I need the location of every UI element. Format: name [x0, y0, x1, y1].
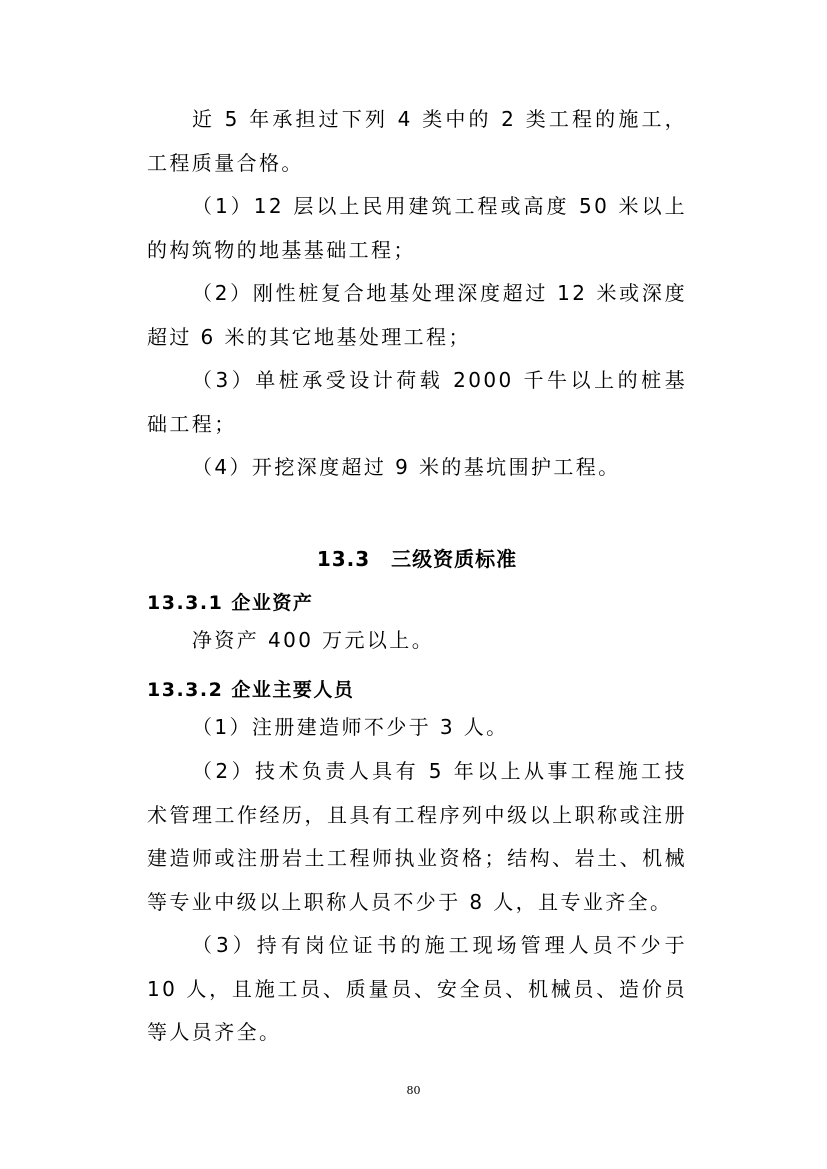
personnel-item-2: （2）技术负责人具有 5 年以上从事工程施工技术管理工作经历，且具有工程序列中级以上职称或注册建造师或注册岩土工程师执业资格；结构、岩土、机械等专业中级以上职称人员不少于 8 人，且专业齐全。	[147, 759, 687, 914]
section-title: 13.3 三级资质标准	[316, 547, 518, 571]
subsection-heading-assets: 13.3.1 企业资产	[147, 592, 314, 614]
paragraph-experience-intro: 近 5 年承担过下列 4 类中的 2 类工程的施工，工程质量合格。	[147, 107, 687, 175]
paragraph-item-2: （2）刚性桩复合地基处理深度超过 12 米或深度超过 6 米的其它地基处理工程；	[147, 281, 687, 349]
personnel-item-3: （3）持有岗位证书的施工现场管理人员不少于 10 人，且施工员、质量员、安全员、机械员、造价员等人员齐全。	[147, 933, 687, 1044]
paragraph-item-3: （3）单桩承受设计荷载 2000 千牛以上的桩基础工程；	[147, 368, 687, 436]
subsection-heading-personnel: 13.3.2 企业主要人员	[147, 679, 355, 701]
personnel-item-1: （1）注册建造师不少于 3 人。	[192, 715, 509, 739]
paragraph-item-1: （1）12 层以上民用建筑工程或高度 50 米以上的构筑物的地基基础工程；	[147, 194, 687, 262]
page-number: 80	[406, 1084, 421, 1097]
paragraph-net-assets: 净资产 400 万元以上。	[192, 628, 435, 652]
paragraph-item-4: （4）开挖深度超过 9 米的基坑围护工程。	[192, 455, 621, 479]
